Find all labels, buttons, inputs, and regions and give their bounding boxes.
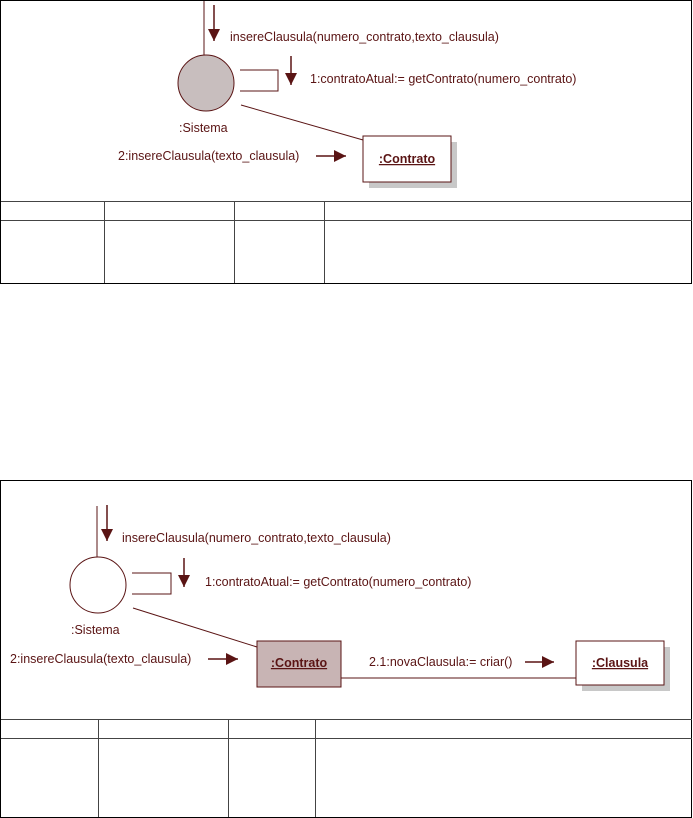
table-header-cell [228, 720, 315, 739]
sistema-contrato-link [133, 608, 257, 647]
table-cell[interactable] [98, 739, 228, 817]
table-header-cell [1, 202, 104, 221]
self-link [240, 70, 278, 91]
table-cell[interactable] [324, 221, 692, 283]
entry-message-label: insereClausula(numero_contrato,texto_clausula) [230, 30, 499, 44]
table-cell[interactable] [315, 739, 692, 817]
diagram-canvas-1 [1, 1, 692, 201]
table-cell[interactable] [104, 221, 234, 283]
contrato-object-label: :Contrato [270, 656, 328, 670]
sistema-contrato-link [241, 105, 377, 144]
collaboration-diagram-2 [0, 480, 692, 818]
sistema-actor-icon[interactable] [178, 55, 234, 111]
sistema-actor-label: :Sistema [179, 121, 228, 135]
message-to-contrato-label: 2:insereClausula(texto_clausula) [118, 149, 300, 163]
self-message-label: 1:contratoAtual:= getContrato(numero_contrato) [205, 575, 472, 589]
table-cell[interactable] [1, 739, 98, 817]
message-to-clausula-label: 2.1:novaClausula:= criar() [369, 655, 513, 669]
table-header-cell [315, 720, 692, 739]
table-cell[interactable] [234, 221, 324, 283]
diagram-canvas-2 [1, 481, 692, 719]
properties-table-2 [1, 719, 692, 817]
properties-table-1 [1, 201, 692, 283]
entry-message-label: insereClausula(numero_contrato,texto_clausula) [122, 531, 391, 545]
entry-link [97, 505, 107, 561]
sistema-actor-icon[interactable] [70, 557, 126, 613]
clausula-object-label: :Clausula [591, 656, 649, 670]
table-header-cell [1, 720, 98, 739]
entry-link [204, 1, 214, 63]
table-cell[interactable] [228, 739, 315, 817]
table-header-cell [104, 202, 234, 221]
table-cell[interactable] [1, 221, 104, 283]
self-link [132, 573, 171, 594]
contrato-object-label: :Contrato [378, 152, 436, 166]
sistema-actor-label: :Sistema [71, 623, 120, 637]
table-header-cell [234, 202, 324, 221]
collaboration-diagram-1 [0, 0, 692, 284]
table-header-cell [98, 720, 228, 739]
self-message-label: 1:contratoAtual:= getContrato(numero_contrato) [310, 72, 577, 86]
message-to-contrato-label: 2:insereClausula(texto_clausula) [10, 652, 192, 666]
table-header-cell [324, 202, 692, 221]
